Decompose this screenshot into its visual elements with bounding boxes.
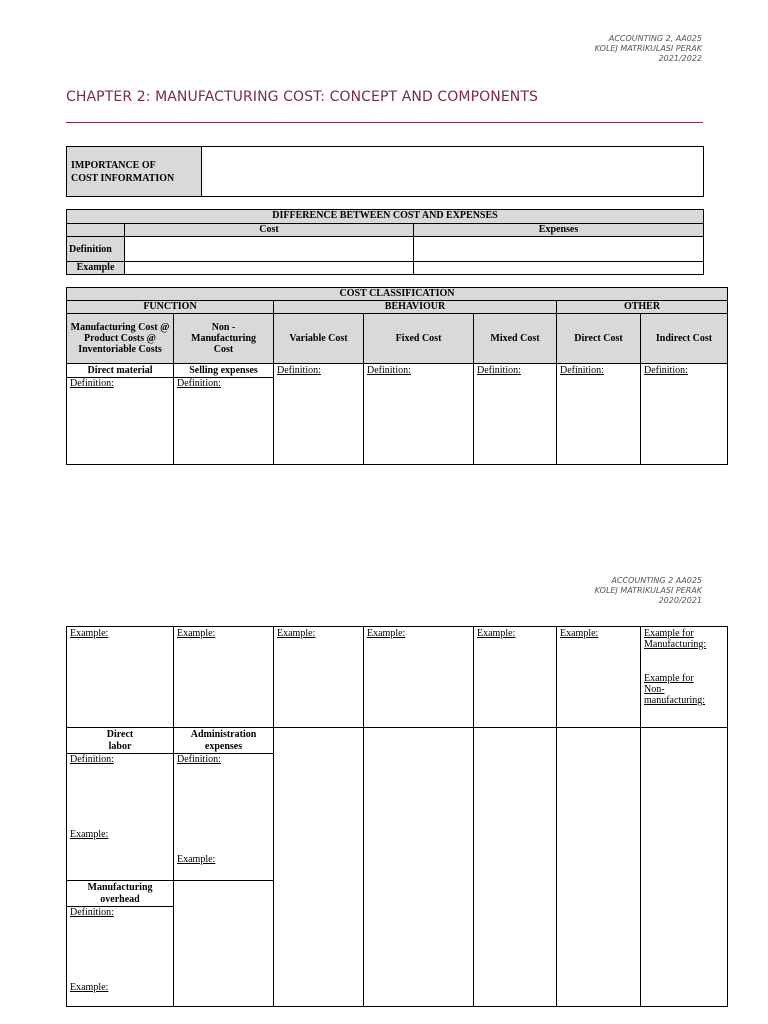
manufacturing-overhead-definition: Definition: [70, 907, 114, 918]
direct-cost-extra-cell[interactable] [557, 728, 641, 1007]
col-manufacturing-cost: Manufacturing Cost @ Product Costs @ Inventoriable Costs [67, 314, 174, 364]
classification-table-continued [66, 626, 728, 1007]
group-function: FUNCTION [67, 301, 274, 314]
mixed-cost-example-cell[interactable] [474, 627, 557, 728]
difference-table [66, 209, 704, 275]
selling-expenses-cell[interactable] [174, 364, 274, 465]
non-manufacturing-extra-cell[interactable] [174, 881, 274, 1007]
variable-cost-extra-cell[interactable] [274, 728, 364, 1007]
example-for-non-manufacturing: Example for Non-manufacturing: [644, 673, 706, 706]
difference-corner-cell [67, 224, 125, 237]
direct-labor-cell[interactable] [67, 728, 174, 881]
chapter-title: CHAPTER 2: MANUFACTURING COST: CONCEPT AND COMPONENTS [66, 89, 538, 105]
direct-material-example: Example: [70, 628, 109, 639]
variable-cost-example: Example: [277, 628, 316, 639]
page2-header-session: 2020/2021 [658, 596, 702, 605]
mixed-cost-extra-cell[interactable] [474, 728, 557, 1007]
importance-table [66, 146, 704, 197]
importance-label-line1: IMPORTANCE OF [71, 159, 156, 171]
title-divider [66, 122, 703, 123]
direct-cost-example-cell[interactable] [557, 627, 641, 728]
col-mixed-cost: Mixed Cost [474, 314, 557, 364]
expenses-example-cell[interactable] [414, 262, 704, 275]
manufacturing-overhead-example: Example: [70, 982, 109, 993]
mixed-cost-cell[interactable] [474, 364, 557, 465]
difference-title: DIFFERENCE BETWEEN COST AND EXPENSES [67, 210, 704, 224]
indirect-cost-definition: Definition: [644, 365, 688, 376]
manufacturing-overhead-cell[interactable] [67, 881, 174, 1007]
row-example-label: Example [67, 262, 125, 275]
fixed-cost-example: Example: [367, 628, 406, 639]
importance-answer-cell[interactable] [202, 147, 704, 197]
col-non-manufacturing-cost: Non - Manufacturing Cost [174, 314, 274, 364]
selling-expenses-definition: Definition: [177, 378, 221, 389]
col-direct-cost: Direct Cost [557, 314, 641, 364]
direct-material-label: Direct material [67, 364, 173, 378]
col-cost: Cost [125, 224, 414, 237]
indirect-cost-cell[interactable] [641, 364, 728, 465]
variable-cost-example-cell[interactable] [274, 627, 364, 728]
direct-cost-cell[interactable] [557, 364, 641, 465]
mixed-cost-example: Example: [477, 628, 516, 639]
header-college: KOLEJ MATRIKULASI PERAK [594, 44, 702, 53]
administration-expenses-definition: Definition: [177, 754, 221, 765]
indirect-cost-example-cell[interactable] [641, 627, 728, 728]
importance-label [67, 147, 202, 197]
administration-expenses-cell[interactable] [174, 728, 274, 881]
importance-label-line2: COST INFORMATION [71, 172, 175, 184]
mixed-cost-definition: Definition: [477, 365, 521, 376]
direct-labor-example: Example: [70, 829, 109, 840]
page2-header [595, 576, 702, 606]
classification-table [66, 287, 728, 465]
administration-expenses-example: Example: [177, 854, 216, 865]
page-header [595, 34, 702, 64]
col-variable-cost: Variable Cost [274, 314, 364, 364]
expenses-definition-cell[interactable] [414, 237, 704, 262]
variable-cost-cell[interactable] [274, 364, 364, 465]
manufacturing-example-cell[interactable] [67, 627, 174, 728]
page2-header-college: KOLEJ MATRIKULASI PERAK [594, 586, 702, 595]
col-expenses: Expenses [414, 224, 704, 237]
indirect-cost-extra-cell[interactable] [641, 728, 728, 1007]
col-fixed-cost: Fixed Cost [364, 314, 474, 364]
direct-cost-example: Example: [560, 628, 599, 639]
manufacturing-overhead-label: Manufacturing overhead [67, 881, 173, 907]
group-behaviour: BEHAVIOUR [274, 301, 557, 314]
selling-expenses-example: Example: [177, 628, 216, 639]
direct-material-definition: Definition: [70, 378, 114, 389]
fixed-cost-cell[interactable] [364, 364, 474, 465]
classification-title: COST CLASSIFICATION [67, 288, 728, 301]
variable-cost-definition: Definition: [277, 365, 321, 376]
col-indirect-cost: Indirect Cost [641, 314, 728, 364]
administration-expenses-label: Administration expenses [174, 728, 273, 754]
direct-labor-label: Direct labor [67, 728, 173, 754]
fixed-cost-example-cell[interactable] [364, 627, 474, 728]
selling-expenses-label: Selling expenses [174, 364, 273, 378]
direct-cost-definition: Definition: [560, 365, 604, 376]
fixed-cost-extra-cell[interactable] [364, 728, 474, 1007]
cost-definition-cell[interactable] [125, 237, 414, 262]
fixed-cost-definition: Definition: [367, 365, 411, 376]
row-definition-label: Definition [67, 237, 125, 262]
page2-header-course: ACCOUNTING 2 AA025 [611, 576, 702, 585]
non-manufacturing-example-cell[interactable] [174, 627, 274, 728]
header-course: ACCOUNTING 2, AA025 [608, 34, 702, 43]
cost-example-cell[interactable] [125, 262, 414, 275]
direct-labor-definition: Definition: [70, 754, 114, 765]
example-for-manufacturing: Example for Manufacturing: [644, 628, 707, 650]
direct-material-cell[interactable] [67, 364, 174, 465]
group-other: OTHER [557, 301, 728, 314]
header-session: 2021/2022 [658, 54, 702, 63]
